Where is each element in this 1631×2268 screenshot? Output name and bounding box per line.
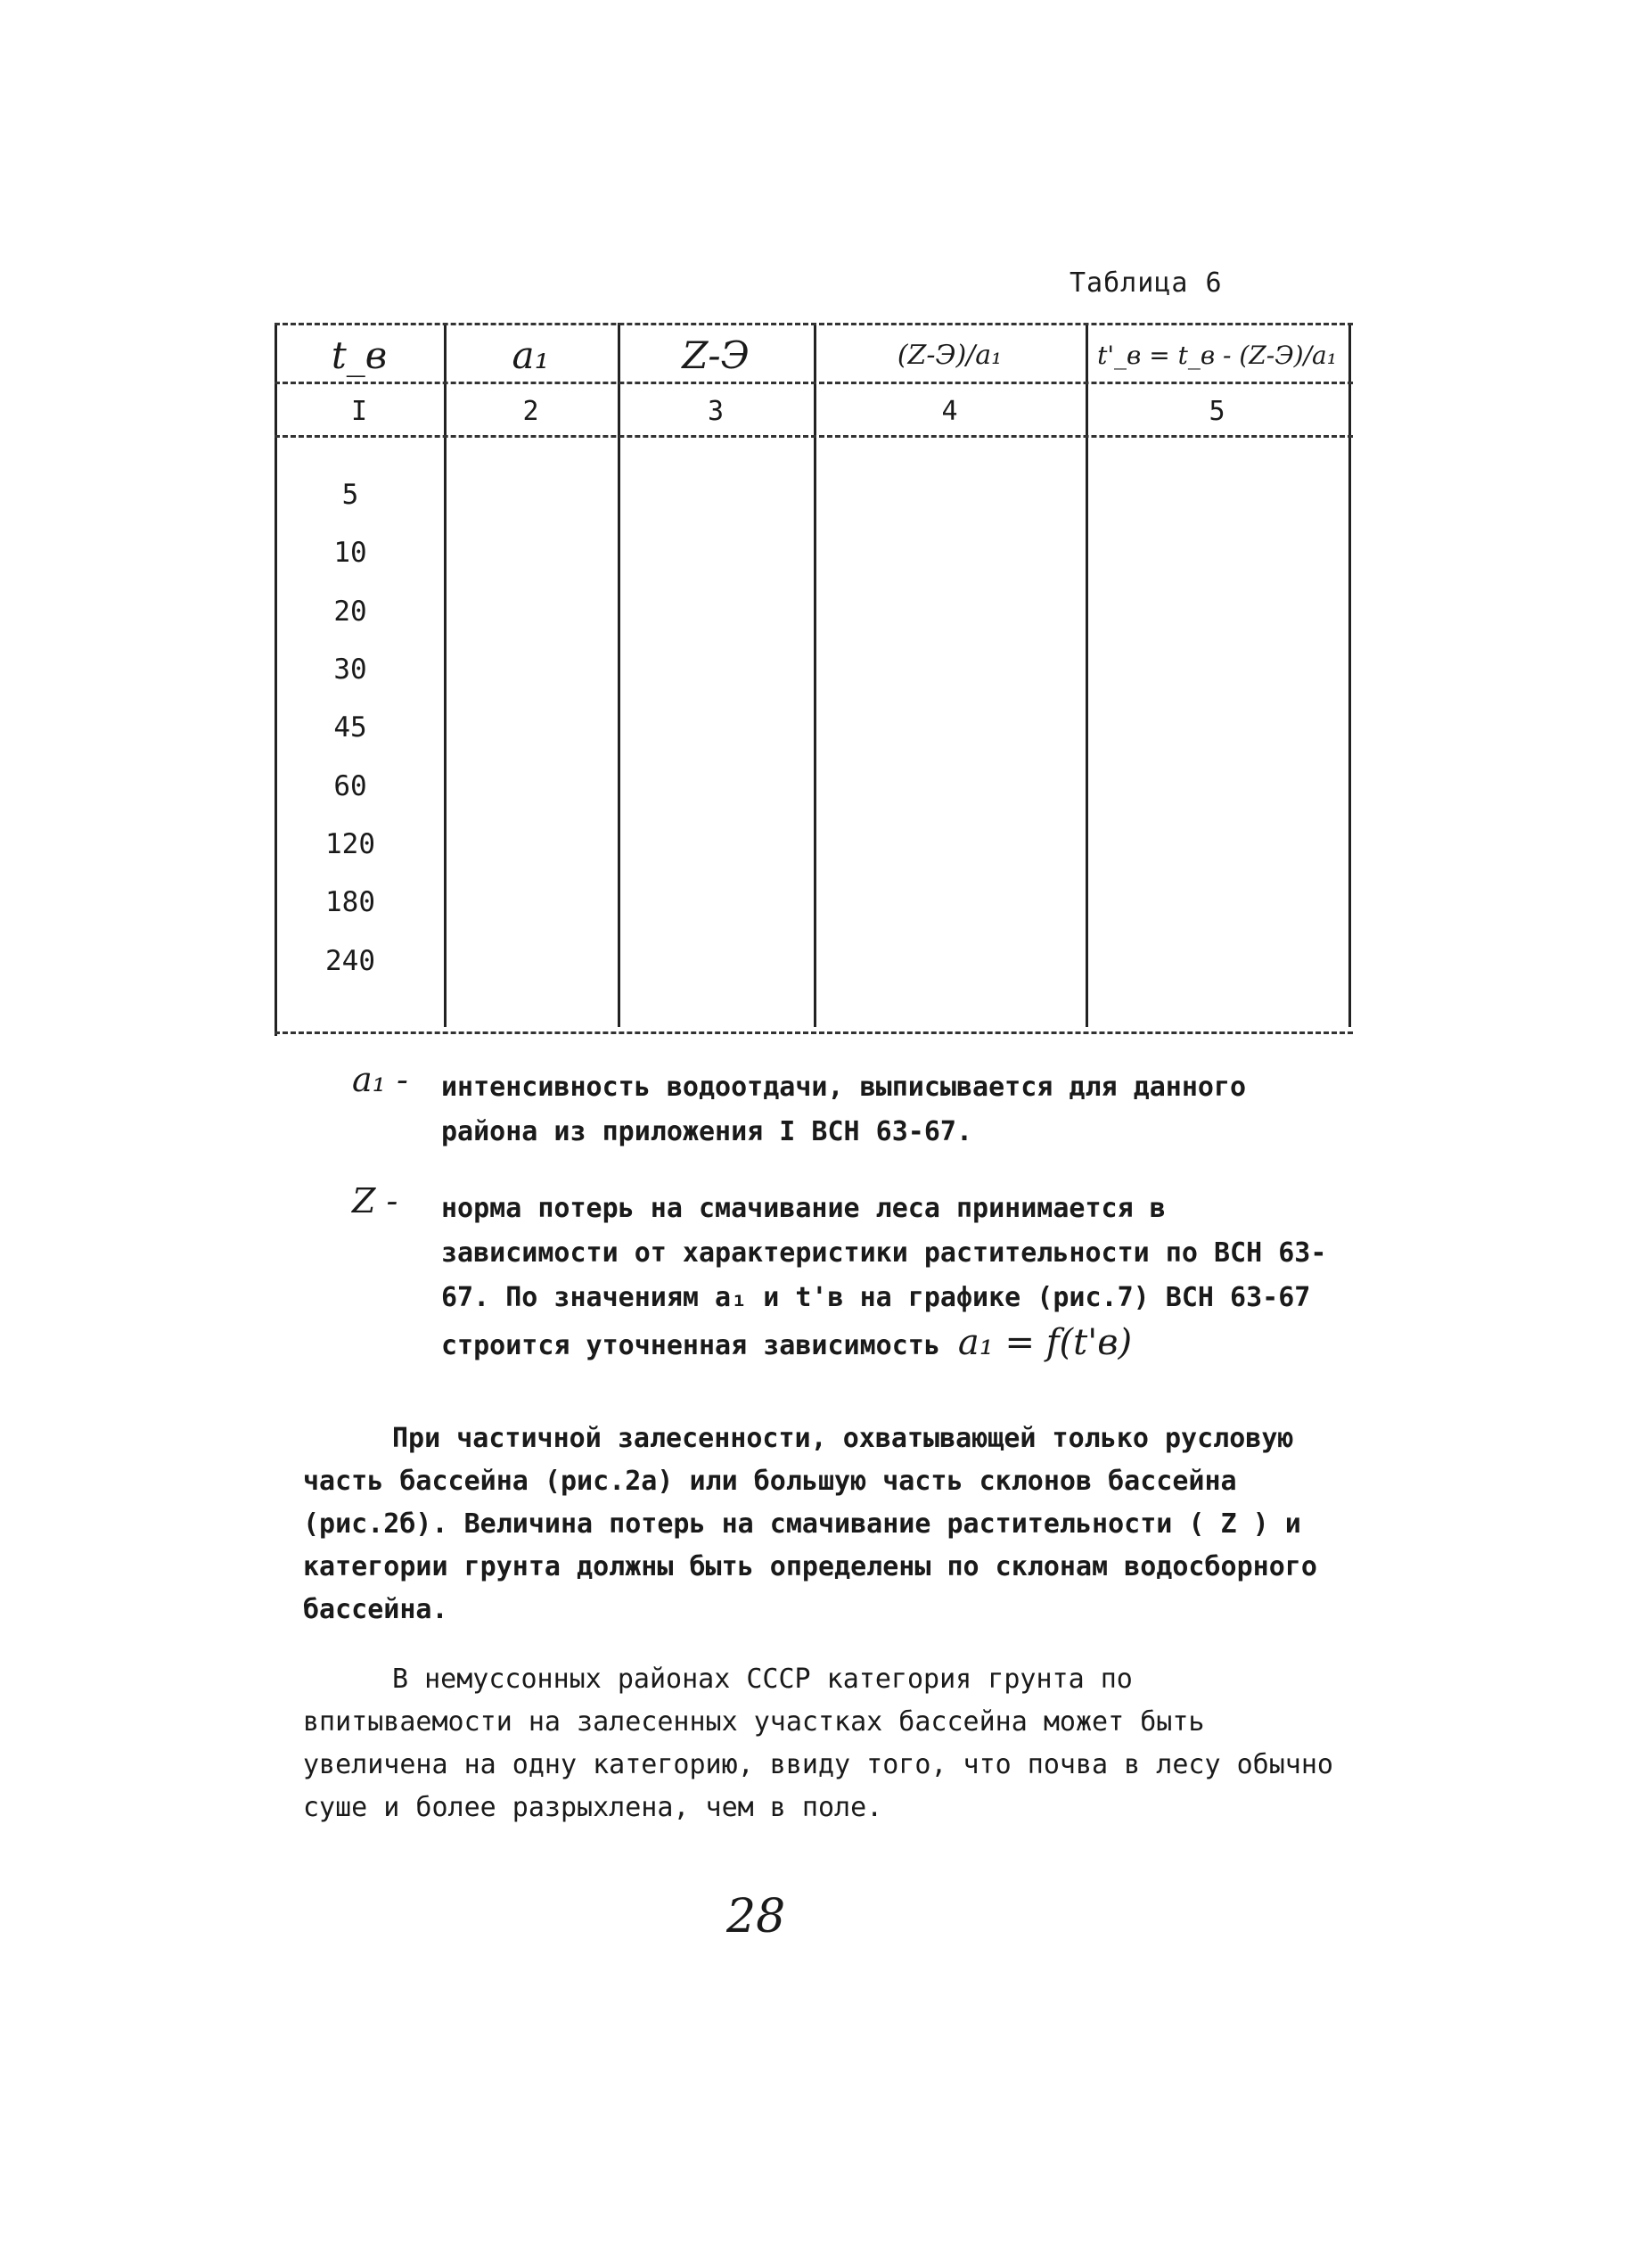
table-row-value: 60: [333, 770, 367, 802]
table-row-value: 180: [325, 886, 375, 918]
table-row-value: 10: [333, 537, 367, 569]
table-row-value: 30: [333, 653, 367, 686]
definition-symbol: a₁ -: [352, 1060, 408, 1099]
column-number: 2: [522, 396, 539, 427]
definition-text: [441, 1187, 1350, 1368]
table-caption: Таблица 6: [1070, 267, 1223, 299]
header-a1: a₁: [512, 333, 550, 377]
definition-text: интенсивность водоотдачи, выписывается для данного района из приложения I ВСН 63-67.: [441, 1072, 1247, 1147]
column-divider: [618, 323, 620, 1027]
table-border-bottom: [275, 1031, 1353, 1034]
data-table: [275, 323, 1353, 1036]
dependency-formula: a₁ = f(t'в): [957, 1322, 1133, 1363]
definition-a1: [352, 1060, 1350, 1155]
column-number: 5: [1209, 396, 1225, 427]
table-row-value: 240: [325, 945, 375, 977]
table-row-value: 20: [333, 596, 367, 628]
table-row-value: 5: [341, 479, 359, 511]
column-number: I: [350, 396, 368, 427]
table-border-top: [275, 323, 1353, 325]
column-number: 4: [941, 396, 958, 427]
table-border-right: [1348, 323, 1351, 1027]
definition-text-body: норма потерь на смачивание леса принимается в зависимости от характеристики растительности по ВСН 63-67. По значениям a₁ и t'в на графике (рис.7) ВСН 63-67 строится уточненная зависимость: [441, 1193, 1327, 1361]
paragraph-partial-forest: При частичной залесенности, охватывающей только русловую часть бассейна (рис.2а) или большую часть склонов бассейна (рис.2б). Величина потерь на смачивание растительности ( Z ) и категории грунта должны быть определены по склонам водосборного бассейна.: [303, 1423, 1317, 1625]
header-divider: [275, 382, 1353, 384]
table-row-value: 45: [333, 711, 367, 744]
paragraph-non-monsoon: В немуссонных районах СССР категория грунта по впитываемости на залесенных участках бассейна может быть увеличена на одну категорию, ввиду того, что почва в лесу обычно суше и более разрыхлена, чем в поле.: [303, 1664, 1333, 1823]
column-number: 3: [707, 396, 725, 427]
column-divider: [814, 323, 816, 1027]
header-t-corrected: t'_в = t_в - (Z-Э)/a₁: [1097, 340, 1337, 370]
definition-symbol: Z -: [352, 1181, 398, 1220]
header-z-minus-e: Z-Э: [682, 333, 750, 377]
header-t-in: t_в: [331, 333, 388, 377]
page-number: 28: [726, 1890, 786, 1943]
table-row-value: 120: [325, 828, 375, 860]
header-divider: [275, 435, 1353, 438]
definition-z: [352, 1181, 1350, 1368]
column-divider: [444, 323, 447, 1027]
definitions: [352, 1060, 1350, 1401]
column-divider: [1086, 323, 1088, 1027]
header-ratio: (Z-Э)/a₁: [897, 339, 1003, 371]
